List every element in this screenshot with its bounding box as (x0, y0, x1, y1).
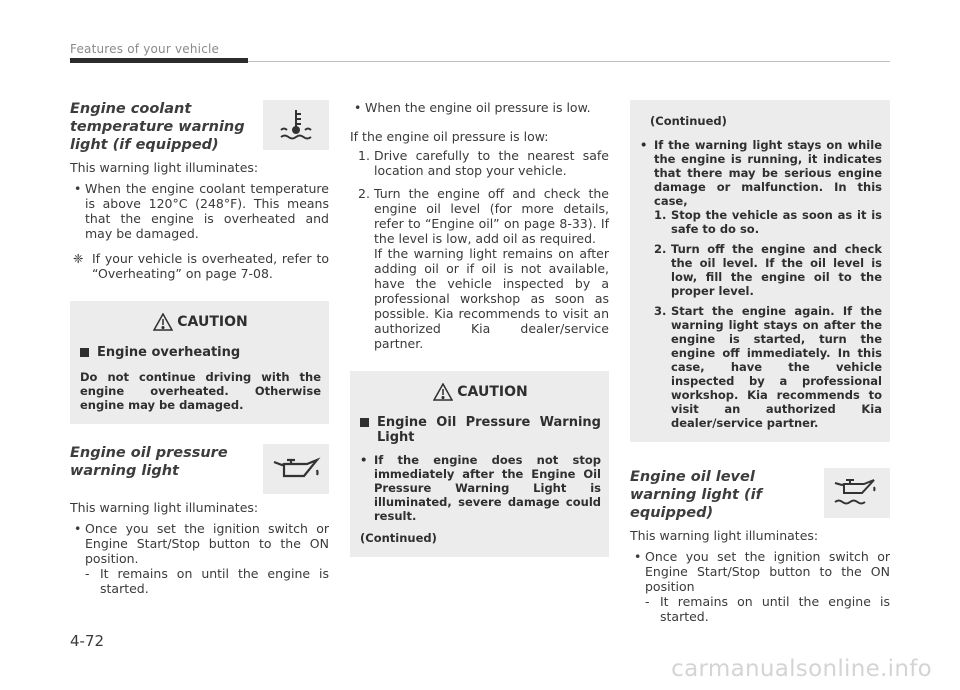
caution-box-oil-pressure (350, 371, 609, 557)
warning-triangle-icon (153, 313, 173, 331)
caution-box-continued (630, 100, 890, 442)
oil-pressure-title: Engine oil pressure warning light (70, 445, 228, 479)
oil-level-bullet: • Once you set the ignition switch or Engine Start/Stop button to the ON position (634, 549, 890, 594)
coolant-warning-title: Engine coolant temperature warning light (if equipped) (70, 101, 245, 153)
step-2: 2. Turn the engine off and check the engine oil level (for more details, refer to “Engine oil” on page 8-33). If the level is low, add oil as required. (358, 186, 609, 246)
oil-level-sub: - It remains on until the engine is started. (645, 594, 890, 624)
oil-level-title: Engine oil level warning light (if equipped) (630, 469, 762, 521)
oil-pressure-bullet: • Once you set the ignition switch or Engine Start/Stop button to the ON position. (74, 521, 329, 566)
coolant-note: ❈ If your vehicle is overheated, refer to “Overheating” on page 7-08. (73, 251, 329, 281)
section-header: Features of your vehicle (70, 42, 220, 56)
header-bar (70, 58, 248, 63)
step-1: 1. Drive carefully to the nearest safe location and stop your vehicle. (358, 148, 609, 178)
warning-triangle-icon (433, 383, 453, 401)
box-step-2: 2. Turn off the engine and check the oil level. If the oil level is low, fill the engine oil to the proper level. (654, 242, 882, 298)
column-3 (630, 100, 890, 624)
oil-pressure-intro: This warning light illuminates: (70, 500, 259, 515)
low-pressure-bullet: • When the engine oil pressure is low. (354, 100, 591, 115)
column-1 (70, 100, 329, 596)
box-step-3: 3. Start the engine again. If the warning light stays on after the engine is started, turn the engine off immediately. In this case, have the vehicle inspected by a professional workshop. Kia recommends to visit an authorized Kia dealer/service partner. (654, 304, 882, 430)
box-bullet: • If the warning light stays on while the engine is running, it indicates that there may be serious engine damage or malfunction. In this case, (640, 138, 882, 208)
oil-pressure-sub: - It remains on until the engine is started. (85, 566, 329, 596)
oil-pressure-section-head (70, 444, 329, 494)
header-rule (248, 61, 890, 62)
caution-heading: CAUTION (80, 313, 321, 331)
oil-level-intro: This warning light illuminates: (630, 528, 819, 543)
caution-bullet: • If the engine does not stop immediately after the Engine Oil Pressure Warning Light is illuminated, severe damage could result. (360, 453, 601, 523)
coolant-intro: This warning light illuminates: (70, 160, 259, 175)
caution-subtitle: Engine Oil Pressure Warning Light (360, 415, 601, 445)
caution-continued: (Continued) (360, 531, 437, 545)
coolant-temperature-icon (263, 100, 329, 150)
if-low-heading: If the engine oil pressure is low: (350, 129, 549, 144)
step-2-extra: If the warning light remains on after adding oil or if oil is not available, have the vehicle inspected by a professional workshop as soon as possible. Kia recommends to visit an authorized Kia dealer/service partner. (374, 246, 609, 351)
watermark: carmanualsonline.info (671, 656, 932, 682)
oil-level-section-head (630, 468, 890, 522)
oil-level-icon (824, 468, 890, 518)
caution-text: Do not continue driving with the engine overheated. Otherwise engine may be damaged. (80, 370, 321, 412)
column-2 (350, 100, 609, 557)
box-step-1: 1. Stop the vehicle as soon as it is safe to do so. (654, 208, 882, 236)
coolant-bullet: • When the engine coolant temperature is above 120°C (248°F). This means that the engine is overheated and may be damaged. (74, 181, 329, 241)
caution-heading: CAUTION (360, 383, 601, 401)
page-number: 4-72 (70, 632, 105, 650)
caution-subtitle: Engine overheating (80, 345, 321, 360)
coolant-section-head (70, 100, 329, 154)
oil-can-icon (263, 444, 329, 494)
box-continued-label: (Continued) (650, 114, 727, 128)
caution-box-overheating (70, 301, 329, 424)
